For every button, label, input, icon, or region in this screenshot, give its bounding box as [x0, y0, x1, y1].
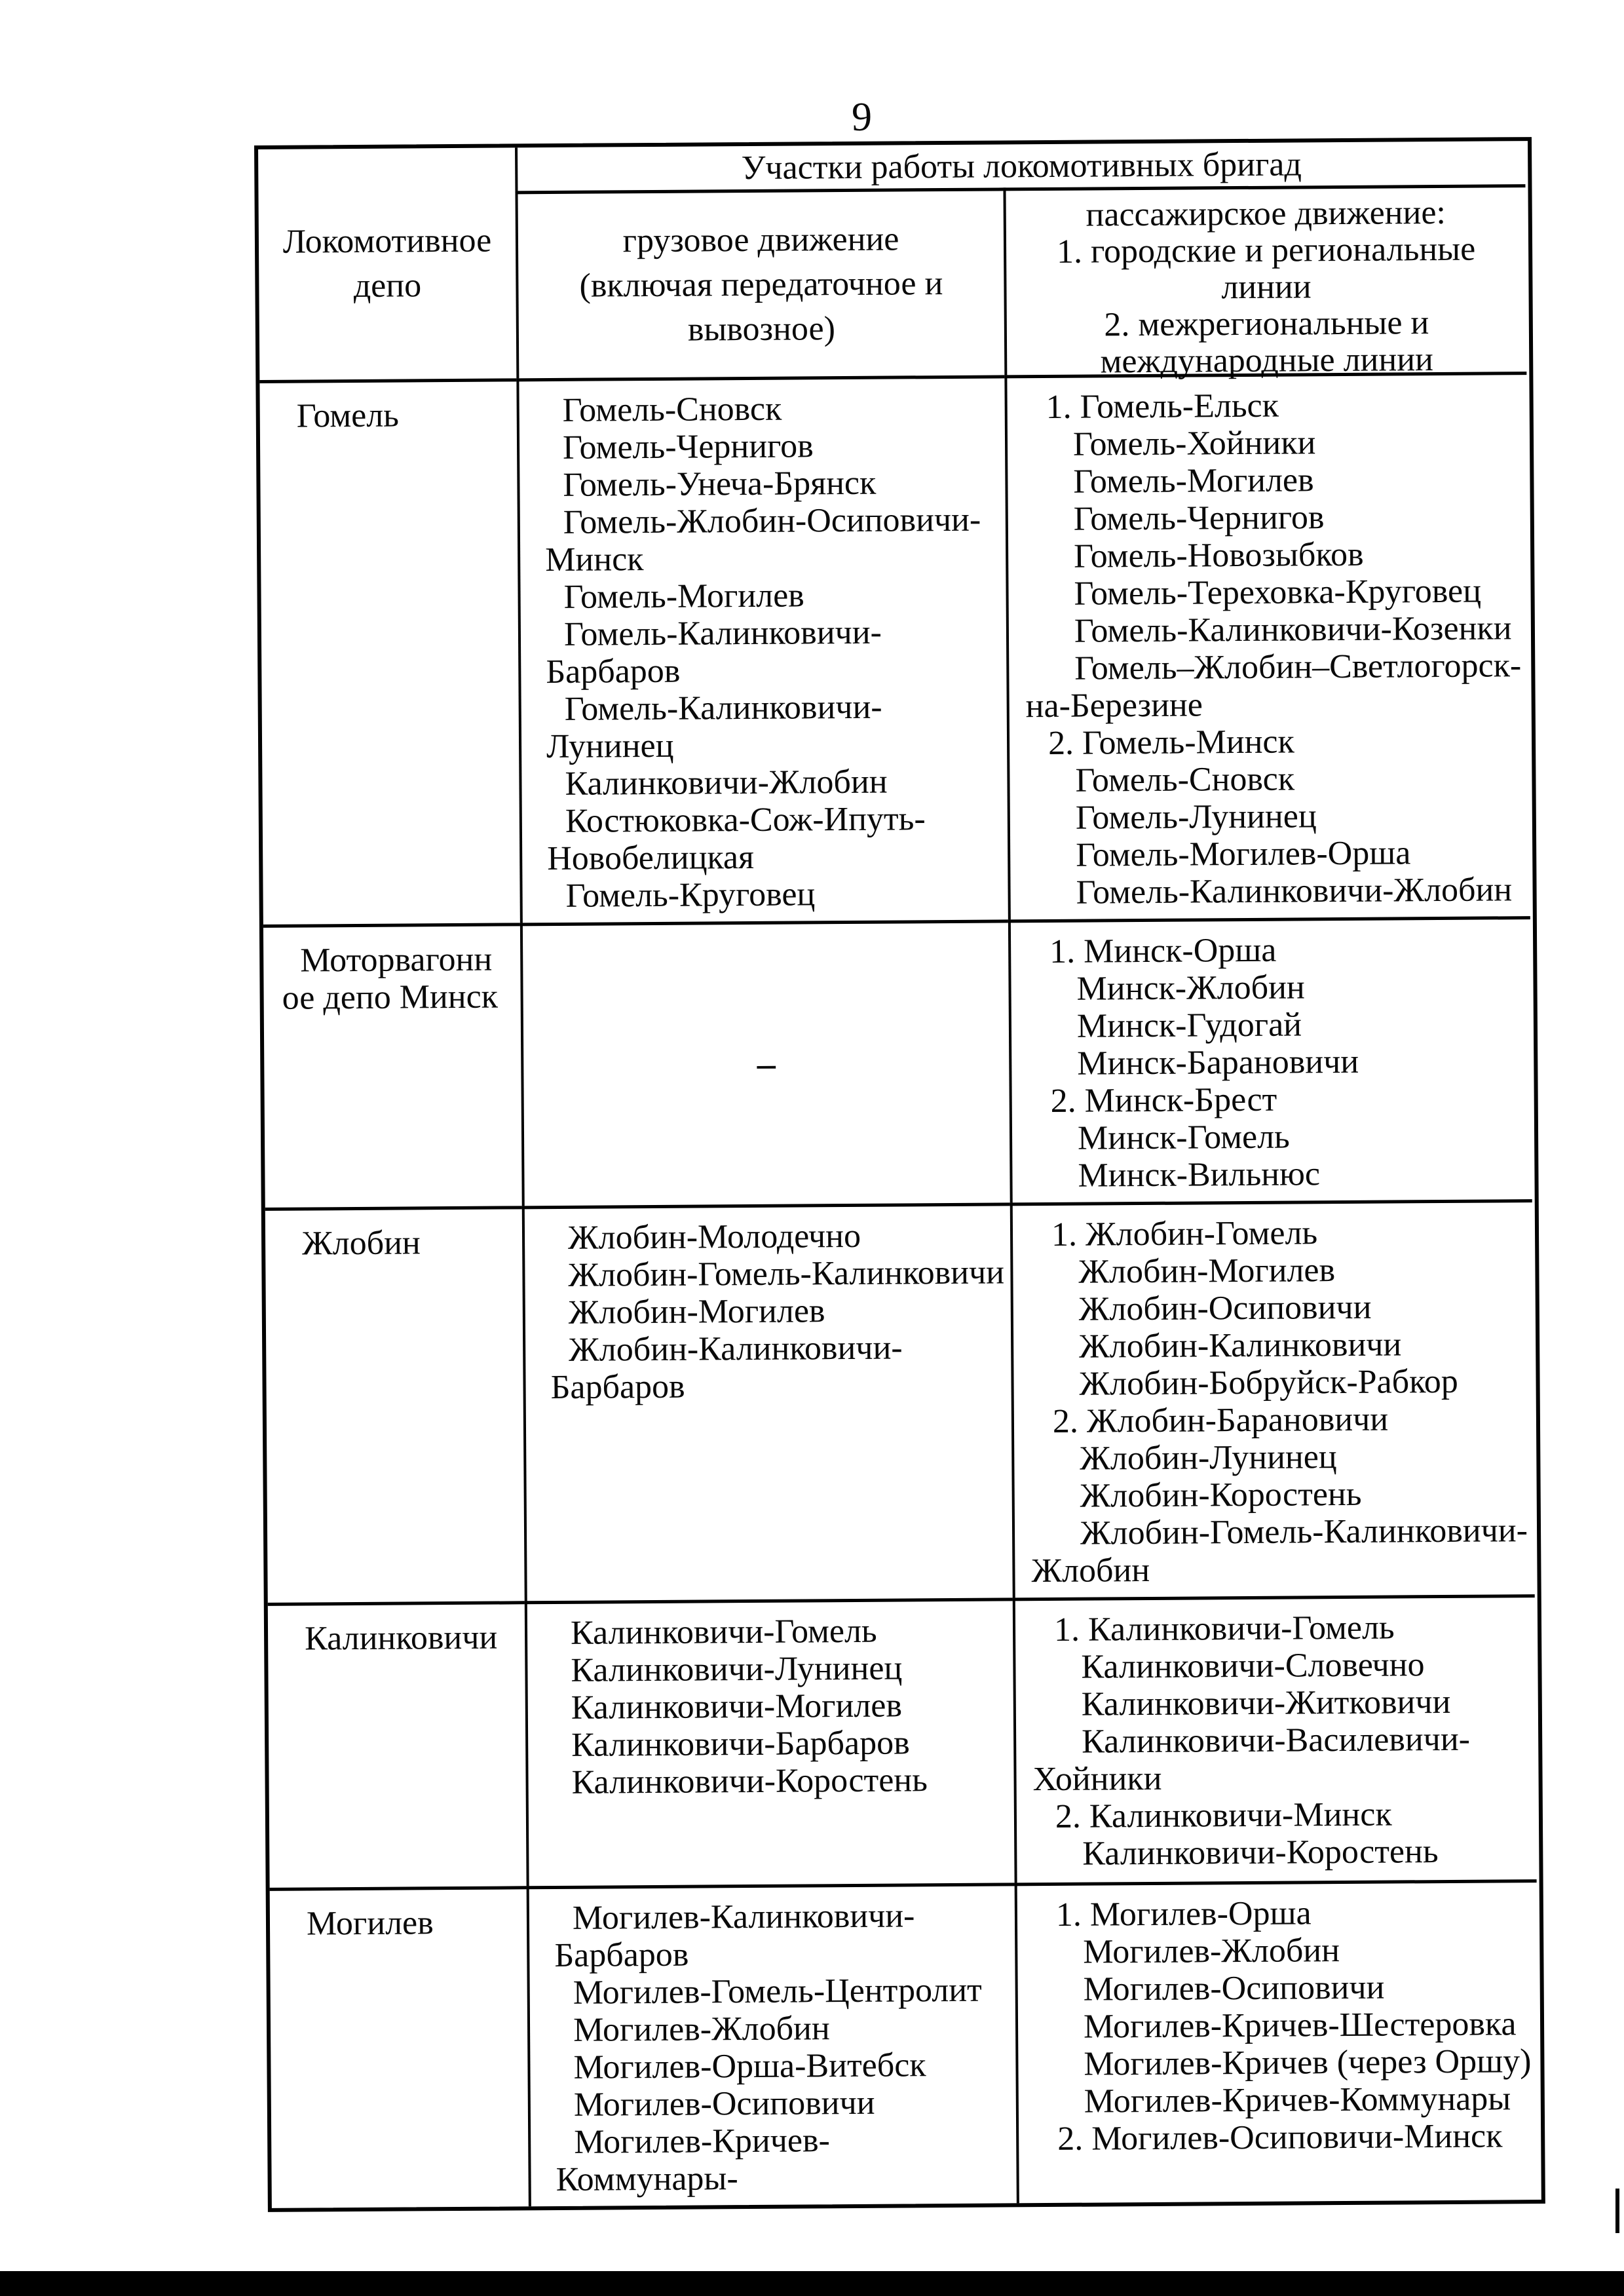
route-entry: Костюковка-Сож-Ипуть- Новобелицкая: [547, 800, 926, 878]
passenger-cell: [1013, 1594, 1537, 1883]
route-entry: Гомель-Чернигов: [1073, 499, 1325, 538]
depot-cell: [259, 378, 520, 925]
depot-name: Калинковичи: [304, 1618, 498, 1658]
route-group-start: 1. Могилев-Орша: [1055, 1894, 1312, 1934]
route-entry: Жлобин-Калинковичи- Барбаров: [550, 1329, 903, 1407]
route-group-start: 2. Гомель-Минск: [1048, 723, 1294, 762]
route-entry: Гомель-Могилев-Орша: [1076, 834, 1411, 874]
route-entry: Жлобин-Лунинец: [1080, 1438, 1337, 1478]
route-entry: Могилев-Кричев (через Оршу): [1084, 2042, 1532, 2083]
freight-cell: [525, 1598, 1015, 1886]
depot-cell: [263, 923, 522, 1208]
empty-value-dash: –: [757, 1043, 776, 1084]
route-entry: Жлобин-Коростень: [1080, 1475, 1362, 1515]
route-entry: Калинковичи-Василевичи- Хойники: [1032, 1720, 1471, 1799]
route-entry: Гомель-Калинковичи-Жлобин: [1076, 871, 1513, 911]
depot-name: Гомель: [296, 396, 400, 435]
route-group-start: 2. Минск-Брест: [1050, 1081, 1277, 1120]
route-entry: Жлобин-Могилев: [1078, 1252, 1336, 1291]
route-entry: Минск-Гудогай: [1076, 1006, 1302, 1045]
route-group-start: 2. Жлобин-Барановичи: [1052, 1400, 1389, 1440]
route-group-start: 1. Жлобин-Гомель: [1051, 1214, 1318, 1253]
route-entry: Гомель-Унеча-Брянск: [563, 464, 877, 504]
route-entry: Жлобин-Калинковичи: [1078, 1326, 1402, 1366]
route-entry: Могилев-Осиповичи: [573, 2084, 875, 2124]
route-entry: Могилев-Калинковичи- Барбаров: [554, 1897, 915, 1975]
freight-cell: [516, 375, 1008, 923]
scan-right-edge-artifact: [1615, 2189, 1619, 2233]
route-entry: Гомель-Лунинец: [1075, 797, 1317, 837]
route-entry: Гомель-Калинковичи- Лунинец: [546, 688, 882, 766]
route-entry: Жлобин-Молодечно: [567, 1217, 861, 1257]
header-sections-title: Участки работы локомотивных бригад: [515, 141, 1525, 191]
passenger-cell: [1010, 1199, 1535, 1598]
route-entry: Жлобин-Могилев: [568, 1292, 825, 1331]
route-entry: Гомель-Могилев: [563, 577, 804, 616]
route-entry: Калинковичи-Барбаров: [571, 1724, 910, 1764]
route-entry: Гомель-Сновск: [562, 390, 782, 429]
route-entry: Калинковичи-Житковичи: [1081, 1683, 1451, 1723]
route-entry: Могилев-Кричев-Коммунары: [1084, 2080, 1511, 2120]
route-entry: Жлобин-Гомель-Калинковичи: [568, 1253, 1005, 1294]
route-entry: Могилев-Кричев-Коммунары-: [556, 2122, 831, 2199]
route-entry: Жлобин-Бобруйск-Рабкор: [1079, 1362, 1458, 1403]
route-entry: Могилев-Жлобин: [1083, 1932, 1340, 1971]
route-entry: Гомель-Калинковичи- Барбаров: [546, 613, 882, 691]
route-entry: Минск-Вильнюс: [1078, 1155, 1321, 1195]
depot-name: Жлобин: [301, 1224, 421, 1263]
route-entry: Жлобин-Гомель-Калинковичи- Жлобин: [1031, 1512, 1528, 1590]
route-group-start: 1. Минск-Орша: [1049, 931, 1277, 970]
freight-cell: [527, 1883, 1017, 2206]
route-entry: Могилев-Жлобин: [573, 2010, 830, 2049]
route-group-start: 2. Могилев-Осиповичи-Минск: [1057, 2117, 1503, 2158]
route-entry: Калинковичи-Коростень: [1082, 1833, 1439, 1873]
route-entry: Гомель-Тереховка-Круговец: [1074, 572, 1482, 613]
page-number: 9: [852, 95, 872, 140]
route-entry: Гомель-Хойники: [1072, 424, 1316, 463]
route-entry: Гомель-Жлобин-Осиповичи- Минск: [545, 501, 981, 579]
passenger-cell: [1004, 372, 1530, 919]
route-entry: Гомель-Новозыбков: [1073, 535, 1364, 575]
route-entry: Жлобин-Осиповичи: [1078, 1288, 1372, 1328]
route-entry: Калинковичи-Жлобин: [565, 763, 888, 803]
route-entry: Минск-Барановичи: [1077, 1043, 1359, 1082]
route-entry: Гомель–Жлобин–Светлогорск- на-Березине: [1025, 647, 1522, 725]
route-entry: Гомель-Чернигов: [562, 427, 814, 467]
route-entry: Калинковичи-Коростень: [571, 1761, 928, 1801]
route-entry: Могилев-Кричев-Шестеровка: [1083, 2005, 1517, 2046]
passenger-cell: [1008, 916, 1532, 1202]
route-entry: Минск-Жлобин: [1076, 968, 1305, 1008]
route-entry: Могилев-Гомель-Центролит: [573, 1971, 982, 2012]
route-group-start: 2. Калинковичи-Минск: [1055, 1795, 1392, 1835]
route-entry: Калинковичи-Лунинец: [571, 1649, 903, 1689]
depot-cell: [265, 1206, 525, 1603]
route-group-start: 1. Гомель-Ельск: [1046, 387, 1279, 426]
depot-name: Моторвагонн ое депо Минск: [282, 940, 499, 1017]
route-entry: Гомель-Круговец: [565, 875, 816, 915]
header-passenger-traffic: пассажирское движение: 1. городские и региональные линии 2. межрегиональные и международные линии: [1003, 184, 1526, 375]
depot-name: Могилев: [306, 1904, 434, 1943]
header-depot: Локомотивное депо: [282, 221, 492, 305]
route-group-start: 1. Калинковичи-Гомель: [1053, 1609, 1395, 1649]
scan-bottom-edge-artifact: [0, 2271, 1624, 2296]
route-entry: Калинковичи-Гомель: [570, 1612, 877, 1652]
route-entry: Могилев-Осиповичи: [1083, 1968, 1385, 2008]
route-entry: Калинковичи-Могилев: [571, 1687, 903, 1727]
route-entry: Могилев-Орша-Витебск: [573, 2046, 926, 2086]
depot-cell: [270, 1886, 529, 2208]
passenger-cell: [1015, 1879, 1539, 2203]
depot-table: [254, 137, 1545, 2212]
route-entry: Калинковичи-Словечно: [1081, 1646, 1425, 1686]
route-entry: Гомель-Калинковичи-Козенки: [1074, 609, 1512, 650]
route-entry: Гомель-Сновск: [1075, 760, 1295, 799]
freight-cell: [522, 1202, 1013, 1601]
freight-cell: [520, 919, 1010, 1206]
route-entry: Гомель-Могилев: [1073, 461, 1314, 501]
header-freight-traffic: грузовое движение (включая передаточное и вывозное): [515, 187, 1004, 378]
route-entry: Минск-Гомель: [1077, 1118, 1290, 1157]
depot-cell: [268, 1601, 527, 1888]
